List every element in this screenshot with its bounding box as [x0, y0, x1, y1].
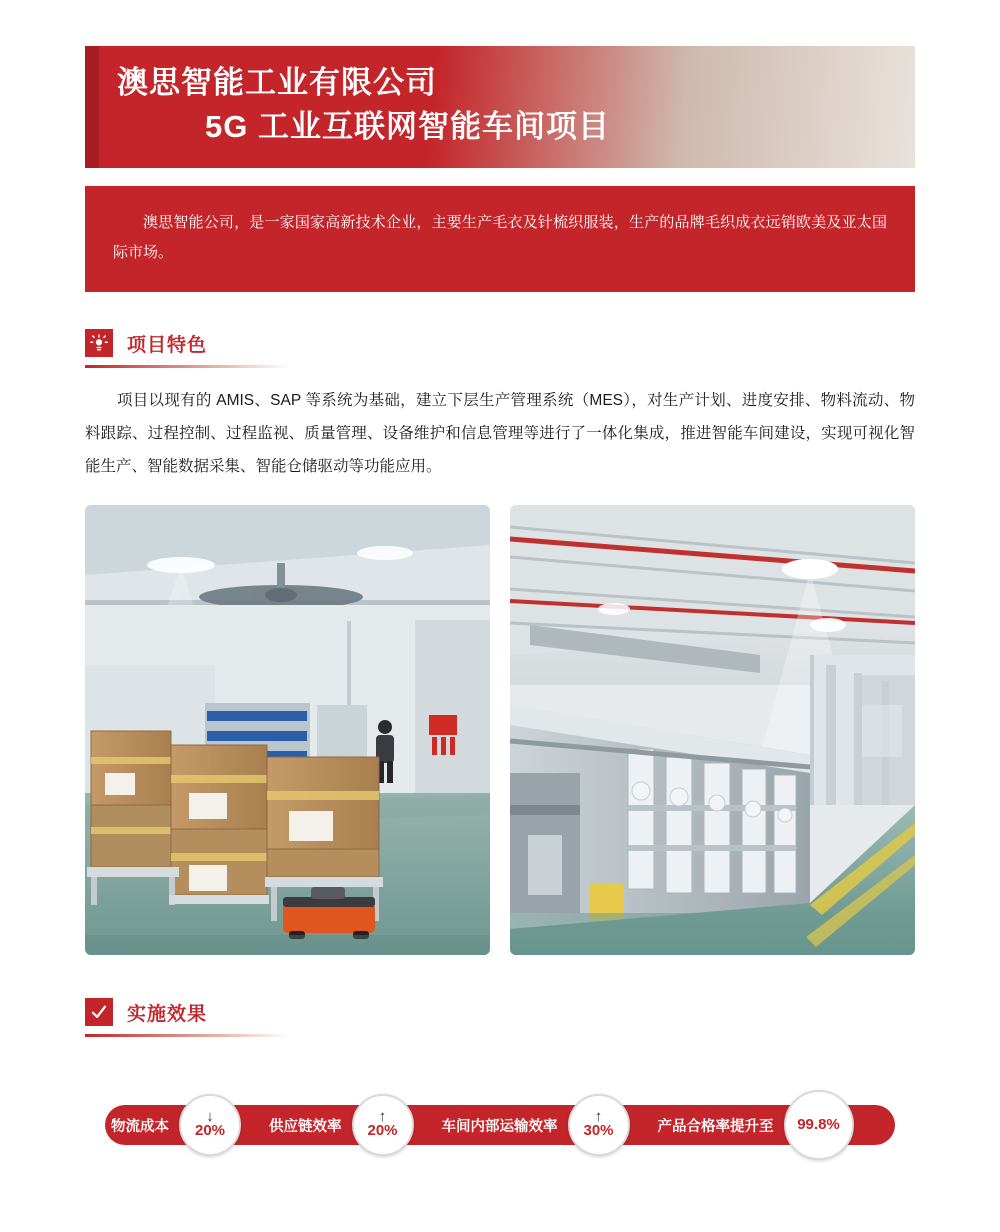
- kpi-label-1: 供应链效率: [269, 1118, 342, 1135]
- company-intro-text: 澳思智能公司，是一家国家高新技术企业，主要生产毛衣及针梳织服装，生产的品牌毛织成衣远销欧美及亚太国际市场。: [113, 214, 887, 261]
- header-left-accent-bar: [85, 46, 99, 168]
- header-title-group: [117, 62, 610, 150]
- company-intro-block: [85, 186, 915, 292]
- page-subtitle: 5G 工业互联网智能车间项目: [205, 109, 610, 144]
- section-effects: [85, 995, 915, 1161]
- workshop-agv-photo: [85, 505, 490, 955]
- section-features-title: 项目特色: [127, 334, 208, 356]
- kpi-badge-1: [352, 1094, 414, 1156]
- check-icon: [85, 998, 113, 1026]
- section-effects-title: 实施效果: [127, 1003, 208, 1025]
- kpi-badge-0: [179, 1094, 241, 1156]
- kpi-value-3: 99.8%: [797, 1116, 840, 1133]
- section-features-body: [85, 384, 915, 483]
- kpi-badge-3: [784, 1090, 854, 1160]
- arrow-down-icon: ↓: [206, 1107, 214, 1125]
- arrow-up-icon-2: ↑: [594, 1107, 603, 1125]
- kpi-value-0: 20%: [194, 1121, 226, 1139]
- lightbulb-icon: [85, 329, 113, 357]
- section-effects-heading: [85, 995, 915, 1029]
- section-features-underline: [85, 365, 290, 368]
- section-features: [85, 326, 915, 955]
- arrow-up-icon: ↑: [378, 1107, 387, 1125]
- page-title: 澳思智能工业有限公司: [117, 65, 437, 100]
- kpi-value-1: 20%: [367, 1121, 398, 1139]
- kpi-items: [105, 1105, 895, 1145]
- photo-gallery: [85, 505, 915, 955]
- section-features-paragraph: 项目以现有的 AMIS、SAP 等系统为基础，建立下层生产管理系统（MES），对生产计划、进度安排、物料流动、物料跟踪、过程控制、过程监视、质量管理、设备维护和信息管理等进行了一体化集成，推进智能车间建设，实现可视化智能生产、智能数据采集、智能仓储驱动等功能应用。: [85, 392, 915, 475]
- section-features-heading: [85, 326, 915, 360]
- kpi-badge-2: [568, 1094, 630, 1156]
- kpi-label-2: 车间内部运输效率: [441, 1118, 558, 1135]
- kpi-value-2: 30%: [583, 1121, 614, 1139]
- kpi-label-0: 物流成本: [111, 1118, 169, 1135]
- kpi-label-3: 产品合格率提升至: [657, 1118, 774, 1135]
- kpi-strip: [85, 1075, 915, 1161]
- workshop-line-photo: [510, 505, 915, 955]
- page-header: [85, 46, 915, 168]
- section-effects-underline: [85, 1034, 290, 1037]
